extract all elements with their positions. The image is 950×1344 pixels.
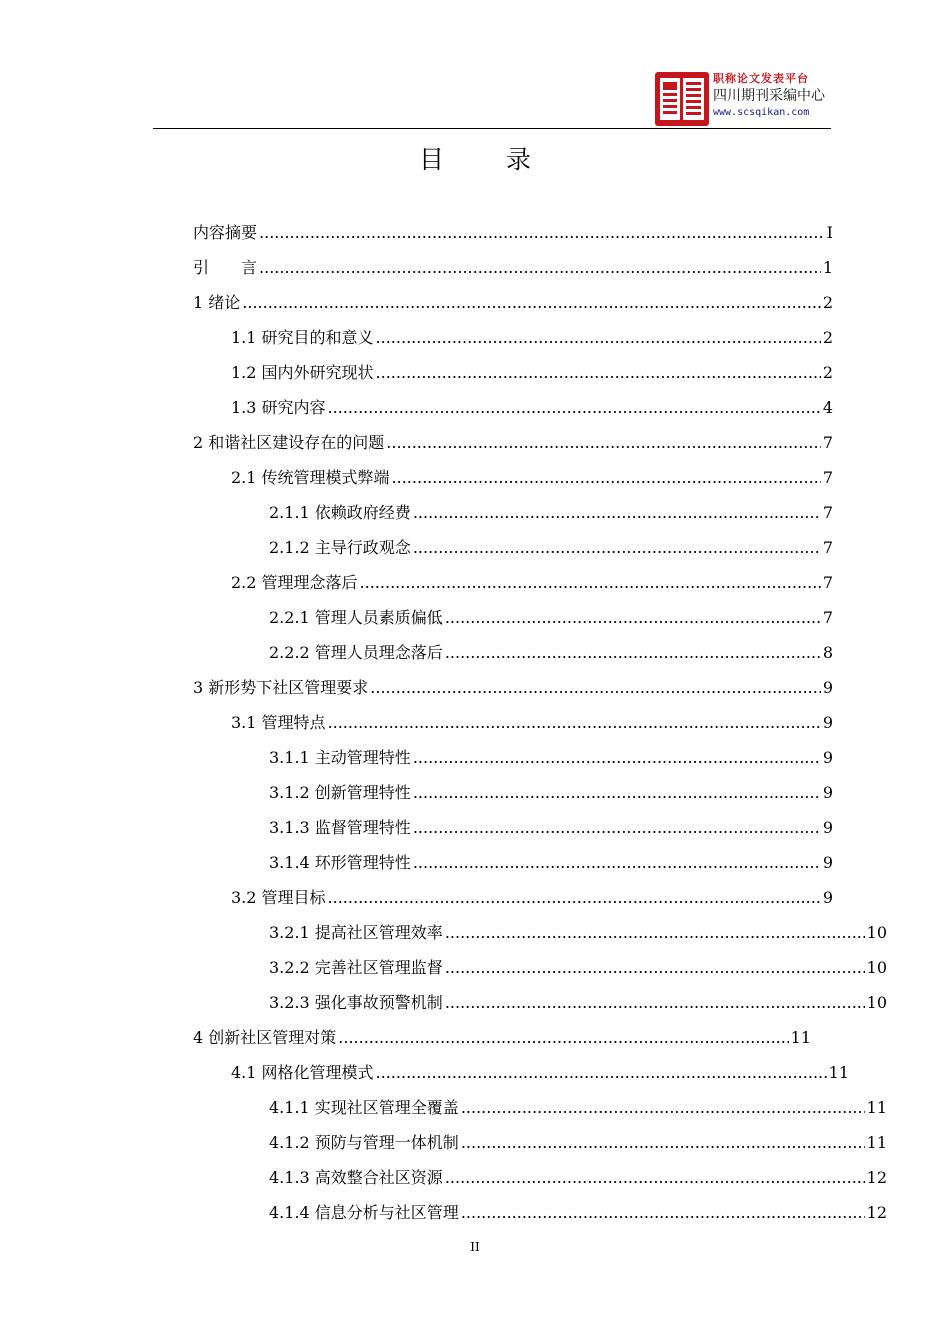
toc-entry-label: 4 创新社区管理对策 (193, 1028, 337, 1047)
toc-entry-page: 2 (822, 293, 833, 312)
toc-entry-page: 7 (822, 608, 833, 627)
toc-entry[interactable] (193, 943, 887, 978)
publisher-logo (655, 72, 831, 126)
toc-entry[interactable] (193, 1188, 887, 1223)
logo-tagline: 职称论文发表平台 (713, 72, 809, 85)
toc-leader-dots (242, 293, 821, 313)
toc-entry-label: 1.1 研究目的和意义 (231, 328, 374, 347)
toc-leader-dots (328, 888, 821, 908)
toc-entry-page: I (826, 223, 833, 242)
toc-entry[interactable] (193, 313, 833, 348)
toc-entry[interactable] (193, 768, 833, 803)
toc-entry-page: 9 (822, 713, 833, 732)
toc-entry-label: 1.3 研究内容 (231, 398, 326, 417)
toc-entry-page: 9 (822, 783, 833, 802)
toc-entry[interactable] (193, 278, 833, 313)
logo-name: 四川期刊采编中心 (713, 88, 825, 104)
toc-leader-dots (360, 573, 821, 593)
toc-leader-dots (338, 1028, 788, 1048)
toc-entry[interactable] (193, 593, 833, 628)
toc-entry-label: 2.2 管理理念落后 (231, 573, 358, 592)
toc-leader-dots (445, 923, 865, 943)
toc-entry[interactable] (193, 243, 833, 278)
toc-entry[interactable] (193, 873, 833, 908)
toc-entry-label: 3.2.1 提高社区管理效率 (269, 923, 443, 942)
toc-entry-label: 3.2 管理目标 (231, 888, 326, 907)
toc-entry[interactable] (193, 1083, 887, 1118)
toc-entry-page: 9 (822, 748, 833, 767)
toc-entry[interactable] (193, 628, 833, 663)
toc-entry[interactable] (193, 488, 833, 523)
toc-entry-page: 7 (822, 468, 833, 487)
toc-leader-dots (386, 433, 821, 453)
toc-entry[interactable] (193, 733, 833, 768)
toc-entry[interactable] (193, 383, 833, 418)
page-number: II (470, 1240, 480, 1254)
toc-entry-page: 11 (866, 1133, 887, 1152)
toc-entry[interactable] (193, 1118, 887, 1153)
toc-entry-page: 11 (790, 1028, 811, 1047)
toc-entry-label: 3.2.2 完善社区管理监督 (269, 958, 443, 977)
toc-leader-dots (445, 608, 821, 628)
toc-leader-dots (413, 818, 821, 838)
toc-entry[interactable] (193, 698, 833, 733)
toc-entry-page: 9 (822, 678, 833, 697)
toc-entry-label: 4.1.1 实现社区管理全覆盖 (269, 1098, 459, 1117)
toc-entry-label: 4.1.3 高效整合社区资源 (269, 1168, 443, 1187)
toc-entry-label: 3.2.3 强化事故预警机制 (269, 993, 443, 1012)
toc-entry-label: 3.1.3 监督管理特性 (269, 818, 411, 837)
toc-leader-dots (370, 678, 821, 698)
toc-entry[interactable] (193, 1153, 887, 1188)
toc-entry[interactable] (193, 803, 833, 838)
toc-leader-dots (376, 328, 821, 348)
toc-entry[interactable] (193, 838, 833, 873)
toc-entry-page: 2 (822, 328, 833, 347)
toc-entry-page: 9 (822, 853, 833, 872)
toc-entry-label: 1.2 国内外研究现状 (231, 363, 374, 382)
toc-entry-label: 1 绪论 (193, 293, 241, 312)
toc-leader-dots (413, 783, 821, 803)
newspaper-logo-icon (655, 72, 709, 126)
toc-entry-page: 7 (822, 538, 833, 557)
toc-leader-dots (461, 1133, 865, 1153)
toc-entry-label: 2.2.2 管理人员理念落后 (269, 643, 443, 662)
toc-entry-label: 2.1 传统管理模式弊端 (231, 468, 390, 487)
toc-leader-dots (328, 713, 821, 733)
toc-entry-page: 7 (822, 503, 833, 522)
toc-entry-page: 11 (866, 1098, 887, 1117)
toc-entry-label: 引 言 (193, 258, 258, 277)
toc-entry-page: 10 (866, 958, 887, 977)
toc-entry[interactable] (193, 978, 887, 1013)
toc-leader-dots (413, 853, 821, 873)
header-divider (153, 128, 831, 129)
toc-entry-page: 7 (822, 573, 833, 592)
page-title: 目录 (418, 145, 593, 174)
toc-entry-page: 8 (822, 643, 833, 662)
toc-leader-dots (445, 958, 865, 978)
toc-entry-label: 4.1.4 信息分析与社区管理 (269, 1203, 459, 1222)
table-of-contents (193, 208, 887, 1223)
toc-entry-page: 7 (822, 433, 833, 452)
toc-entry-label: 2.2.1 管理人员素质偏低 (269, 608, 443, 627)
toc-entry[interactable] (193, 418, 833, 453)
toc-leader-dots (376, 363, 821, 383)
toc-leader-dots (445, 1168, 865, 1188)
toc-entry-label: 3.1.4 环形管理特性 (269, 853, 411, 872)
toc-entry-page: 1 (822, 258, 833, 277)
toc-entry-page: 11 (828, 1063, 849, 1082)
toc-entry-page: 12 (866, 1168, 887, 1187)
toc-entry-page: 10 (866, 993, 887, 1012)
toc-leader-dots (445, 993, 865, 1013)
toc-entry[interactable] (193, 1048, 849, 1083)
toc-entry[interactable] (193, 453, 833, 488)
toc-entry-label: 3 新形势下社区管理要求 (193, 678, 369, 697)
toc-entry-label: 4.1 网格化管理模式 (231, 1063, 374, 1082)
logo-text (713, 72, 831, 120)
toc-leader-dots (392, 468, 821, 488)
toc-entry[interactable] (193, 663, 833, 698)
toc-leader-dots (376, 1063, 827, 1083)
toc-entry-label: 2.1.2 主导行政观念 (269, 538, 411, 557)
toc-entry-page: 9 (822, 888, 833, 907)
toc-entry[interactable] (193, 558, 833, 593)
toc-entry-label: 3.1.1 主动管理特性 (269, 748, 411, 767)
toc-entry-label: 4.1.2 预防与管理一体机制 (269, 1133, 459, 1152)
toc-entry[interactable] (193, 908, 887, 943)
toc-leader-dots (328, 398, 821, 418)
toc-entry-page: 4 (822, 398, 833, 417)
toc-entry-label: 3.1.2 创新管理特性 (269, 783, 411, 802)
toc-entry-page: 10 (866, 923, 887, 942)
toc-leader-dots (461, 1098, 865, 1118)
toc-entry-label: 3.1 管理特点 (231, 713, 326, 732)
toc-entry[interactable] (193, 208, 833, 243)
toc-leader-dots (413, 538, 821, 558)
toc-leader-dots (259, 258, 821, 278)
toc-entry[interactable] (193, 1013, 811, 1048)
toc-entry[interactable] (193, 348, 833, 383)
logo-url: www.scsqikan.com (713, 107, 810, 118)
toc-leader-dots (461, 1203, 865, 1223)
toc-entry-label: 2 和谐社区建设存在的问题 (193, 433, 385, 452)
toc-entry-label: 内容摘要 (193, 223, 258, 242)
toc-leader-dots (413, 748, 821, 768)
toc-entry[interactable] (193, 523, 833, 558)
toc-leader-dots (259, 223, 825, 243)
toc-entry-page: 12 (866, 1203, 887, 1222)
toc-leader-dots (413, 503, 821, 523)
toc-leader-dots (445, 643, 821, 663)
toc-entry-label: 2.1.1 依赖政府经费 (269, 503, 411, 522)
toc-entry-page: 2 (822, 363, 833, 382)
toc-entry-page: 9 (822, 818, 833, 837)
